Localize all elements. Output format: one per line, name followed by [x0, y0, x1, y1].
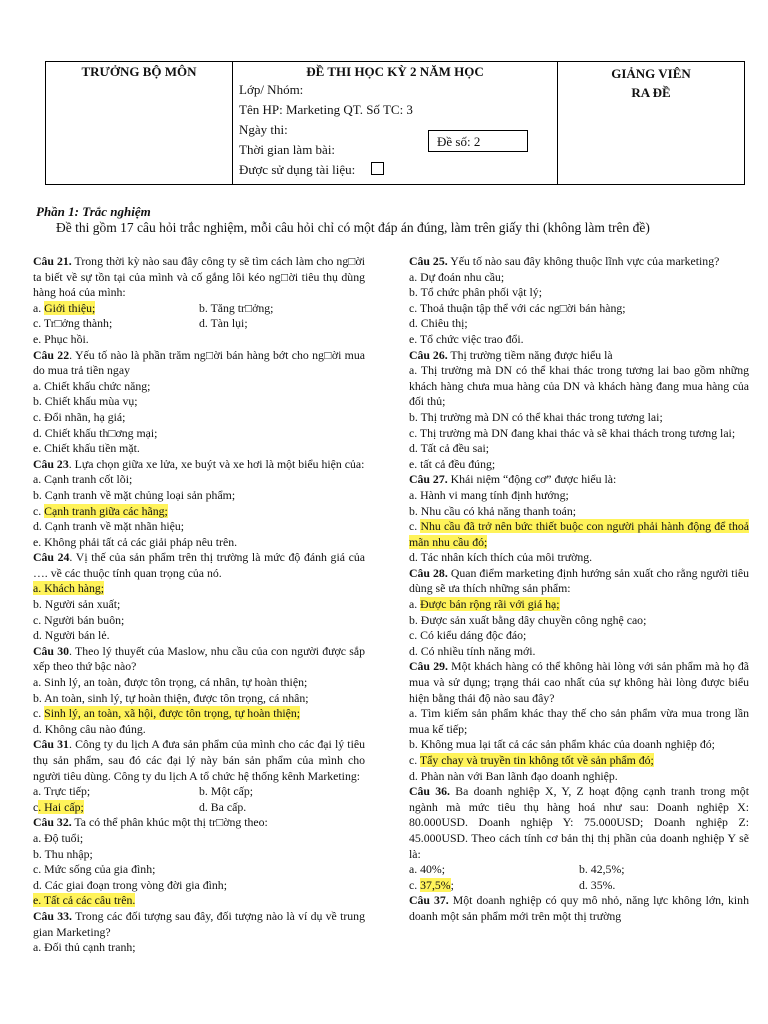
q24-answer-a: a. Khách hàng; — [33, 581, 105, 596]
q29-option-a: a. Tìm kiếm sản phẩm khác thay thế cho sản phẩm vừa mua trong lần mua kế tiếp; — [409, 706, 749, 736]
q32-option: b. Thu nhập; — [33, 846, 93, 861]
exam-title: ĐỀ THI HỌC KỲ 2 NĂM HỌC — [306, 64, 484, 79]
q27-option-b: b. Nhu cầu có khả năng thanh toán; — [409, 503, 577, 518]
q22-option: b. Chiết khấu mùa vụ; — [33, 394, 138, 409]
duration-line: Thời gian làm bài: — [239, 142, 336, 157]
q23-answer-c: Cạnh tranh giữa các hãng; — [44, 503, 168, 518]
exam-date-line: Ngày thi: — [239, 122, 288, 137]
header-right-title-1: GIẢNG VIÊN — [611, 66, 691, 81]
q36-answer-c: 37,5% — [420, 877, 451, 892]
course-name-line: Tên HP: Marketing QT. Số TC: 3 — [239, 102, 413, 117]
question-26: Câu 26. Thị trường tiềm năng được hiểu là — [409, 347, 613, 362]
question-31: Câu 31. Công ty du lịch A đưa sản phẩm của mình cho các đại lý tiêu thụ sản phẩm, sau đó các đại lý này bán sản phẩm của mình cho người tiêu dùng. Công ty du lịch A tổ chức hệ thống kênh Marketing: — [33, 737, 365, 783]
q30-option-a: a. Sinh lý, an toàn, được tôn trọng, cá nhân, tự hoàn thiện; — [33, 675, 308, 690]
q26-option: c. Thị trường mà DN đang khai thác và sẽ khai thách trong tương lai; — [409, 425, 736, 440]
q28-option-c: c. Có kiểu dáng độc đáo; — [409, 628, 527, 643]
q22-option: e. Chiết khấu tiền mặt. — [33, 441, 140, 456]
q31-answer-c: . Hai cấp; — [38, 799, 84, 814]
q27-answer-c: Nhu cầu đã trở nên bức thiết buộc con người phải hành động để thoả mãn nhu cầu đó; — [409, 519, 749, 549]
q31-option-a: a. Trực tiếp; — [33, 784, 91, 799]
class-group-line: Lớp/ Nhóm: — [239, 82, 304, 97]
left-column: Câu 21. Trong thời kỳ nào sau đây công ty sẽ tìm cách làm cho ng□ời ta biết về sự tồn tại của mình và cố gắng lôi kéo ng□ời tiêu thụ dùng hàng hoá của mình: a. Giới thiệu; b. Tăng tr□ởng; c. Tr□ởng thành; d. Tàn lụi; e. Phục hồi. Câu 22. Yếu tố nào là phần trăm ng□ời bán hàng bớt cho ng□ời mua do mua trả tiền ngay a. Chiết khấu chức năng; b. Chiết khấu mùa vụ; c. Đổi nhãn, hạ giá; d. Chiết khấu th□ơng mại; e. Chiết khấu tiền mặt. Câu 23. Lựa chọn giữa xe lửa, xe buýt và xe hơi là một biểu hiện của: a. Cạnh tranh cốt lõi; b. Cạnh tranh về mặt chủng loại sản phẩm; c. Cạnh tranh giữa các hãng; d. Cạnh tranh về mặt nhãn hiệu; e. Không phải tất cả các giải pháp nêu trên. Câu 24. Vị thế của sản phẩm trên thị trường là mức độ đánh giá của …. về các thuộc tính quan trọng của nó. a. Khách hàng; b. Người sản xuất; c. Người bán buôn; d. Người bán lẻ. Câu 30. Theo lý thuyết của Maslow, nhu cầu của con người được sắp xếp theo thứ bậc nào? a. Sinh lý, an toàn, được tôn trọng, cá nhân, tự hoàn thiện; b. An toàn, sinh lý, tự hoàn thiện, được tôn trọng, cá nhân; c. Sinh lý, an toàn, xã hội, được tôn trọng, tự hoàn thiện; d. Không câu nào đúng. Câu 31. Công ty du lịch A đưa sản phẩm của mình cho các đại lý tiêu thụ sản phẩm, sau đó các đại lý này bán sản phẩm của mình cho người tiêu dùng. Công ty du lịch A tổ chức hệ thống kênh Marketing: a. Trực tiếp; b. Một cấp; c. Hai cấp; d. Ba cấp. Câu 32. Ta có thể phân khúc một thị tr□ờng theo: a. Độ tuổi; b. Thu nhập; c. Mức sống của gia đình; d. Các giai đoạn trong vòng đời gia đình; e. Tất cả các câu trên. Câu 33. Trong các đối tượng sau đây, đối tượng nào là ví dụ về trung gian Marketing? a. Đối thủ cạnh tranh; — [33, 254, 365, 955]
q31-options-cd: c. Hai cấp; d. Ba cấp. — [33, 800, 365, 816]
q21-option-e: e. Phục hồi. — [33, 331, 89, 346]
q25-option: e. Tổ chức việc trao đổi. — [409, 331, 524, 346]
question-27: Câu 27. Khái niệm “động cơ” được hiểu là: — [409, 472, 617, 487]
q36-option-b: b. 42,5%; — [579, 862, 625, 877]
question-30: Câu 30. Theo lý thuyết của Maslow, nhu cầu của con người được sắp xếp theo thứ bậc nào? — [33, 643, 365, 674]
q36-options-ab — [409, 862, 749, 878]
q25-option: a. Dự đoán nhu cầu; — [409, 269, 505, 284]
q24-option-c: c. Người bán buôn; — [33, 612, 125, 627]
header-right-title-2: RA ĐỀ — [631, 85, 671, 100]
question-25: Câu 25. Yếu tố nào sau đây không thuộc lĩnh vực của marketing? — [409, 254, 720, 268]
q24-option-d: d. Người bán lẻ. — [33, 628, 110, 643]
q32-option: d. Các giai đoạn trong vòng đời gia đình; — [33, 877, 227, 892]
q22-option: a. Chiết khấu chức năng; — [33, 378, 151, 393]
q36-option-a: a. 40%; — [409, 862, 446, 877]
section-intro: Đề thi gồm 17 câu hỏi trắc nghiệm, mỗi câu hỏi chỉ có một đáp án đúng, làm trên giấy thi (không làm trên đề) — [56, 220, 650, 235]
q25-option: c. Thoả thuận tập thể với các ng□ời bán hàng; — [409, 300, 626, 315]
materials-checkbox[interactable] — [371, 162, 384, 175]
q23-option-e: e. Không phải tất cả các giải pháp nêu trên. — [33, 534, 238, 549]
q23-option-d: d. Cạnh tranh về mặt nhãn hiệu; — [33, 519, 185, 534]
q36-options-cd: c. 37,5%; d. 35%. — [409, 878, 749, 894]
question-21: Câu 21. Trong thời kỳ nào sau đây công ty sẽ tìm cách làm cho ng□ời ta biết về sự tồn tại của mình và cố gắng lôi kéo ng□ời tiêu thụ dùng hàng hoá của mình: — [33, 254, 365, 300]
q29-option-d: d. Phàn nàn với Ban lãnh đạo doanh nghiệp. — [409, 768, 618, 783]
right-column: Câu 25. Yếu tố nào sau đây không thuộc lĩnh vực của marketing? a. Dự đoán nhu cầu; b. Tổ chức phân phối vật lý; c. Thoả thuận tập thể với các ng□ời bán hàng; d. Chiêu thị; e. Tổ chức việc trao đổi. Câu 26. Thị trường tiềm năng được hiểu là a. Thị trường mà DN có thể khai thác trong tương lai bao gồm những khách hàng chưa mua hàng của DN và khách hàng đang mua hàng của đối thủ; b. Thị trường mà DN có thể khai thác trong tương lai; c. Thị trường mà DN đang khai thác và sẽ khai thách trong tương lai; d. Tất cả đều sai; e. tất cả đều đúng; Câu 27. Khái niệm “động cơ” được hiểu là: a. Hành vi mang tính định hướng; b. Nhu cầu có khả năng thanh toán; c. Nhu cầu đã trở nên bức thiết buộc con người phải hành động để thoả mãn nhu cầu đó; d. Tác nhân kích thích của môi trường. Câu 28. Quan điểm marketing định hướng sản xuất cho rằng người tiêu dùng sẽ ưa thích những sản phẩm: a. Được bán rộng rãi với giá hạ; b. Được sản xuất bằng dây chuyền công nghệ cao; c. Có kiểu dáng độc đáo; d. Có nhiều tính năng mới. Câu 29. Một khách hàng có thể không hài lòng với sản phẩm mà họ đã mua và sử dụng; trạng thái cao nhất của sự không hài lòng được biểu hiện bằng thái độ nào sau đây? a. Tìm kiếm sản phẩm khác thay thế cho sản phẩm vừa mua trong lần mua kế tiếp; b. Không mua lại tất cả các sản phẩm khác của doanh nghiệp đó; c. Tẩy chay và truyền tin không tốt về sản phẩm đó; d. Phàn nàn với Ban lãnh đạo doanh nghiệp. Câu 36. Ba doanh nghiệp X, Y, Z hoạt động cạnh tranh trong một ngành mà mức tiêu thụ hàng hoá như sau: Doanh nghiệp X: 80.000USD. Doanh nghiệp Y: 75.000USD; Doanh nghiệp Z: 45.000USD. Theo cách tính cơ bản thị thị phần của doanh nghiệp Y sẽ là: a. 40%; b. 42,5%; c. 37,5%; d. 35%. Câu 37. Một doanh nghiệp có quy mô nhỏ, năng lực không lớn, kinh doanh một sản phẩm mới trên một thị trường — [409, 254, 749, 923]
exam-code-box: Đề số: 2 — [428, 130, 528, 152]
q21-options-ab: a. Giới thiệu; b. Tăng tr□ởng; — [33, 301, 365, 317]
question-24: Câu 24. Vị thế của sản phẩm trên thị trường là mức độ đánh giá của …. về các thuộc tính quan trọng của nó. — [33, 550, 365, 580]
q21-answer-a: Giới thiệu; — [44, 300, 96, 315]
q33-option-a: a. Đối thủ cạnh tranh; — [33, 940, 136, 955]
materials-line — [239, 160, 551, 180]
header-center-cell — [233, 62, 558, 185]
header-left-cell — [46, 62, 233, 185]
q29-answer-c: Tẩy chay và truyền tin không tốt về sản phẩm đó; — [419, 753, 654, 767]
question-36: Câu 36. Ba doanh nghiệp X, Y, Z hoạt động cạnh tranh trong một ngành mà mức tiêu thụ hàng hoá như sau: Doanh nghiệp X: 80.000USD. Doanh nghiệp Y: 75.000USD; Doanh nghiệp Z: 45.000USD. Theo cách tính cơ bản thị thị phần của doanh nghiệp Y sẽ là: — [409, 784, 749, 861]
q26-option: e. tất cả đều đúng; — [409, 456, 496, 471]
question-32: Câu 32. Ta có thể phân khúc một thị tr□ờng theo: — [33, 815, 268, 830]
materials-label: Được sử dụng tài liệu: — [239, 162, 356, 177]
header-left-title: TRƯỞNG BỘ MÔN — [81, 64, 197, 79]
q26-option: b. Thị trường mà DN có thể khai thác trong tương lai; — [409, 409, 663, 424]
q23-option-a: a. Cạnh tranh cốt lõi; — [33, 472, 133, 487]
q32-answer-e: . Tất cả các câu trên. — [38, 893, 136, 908]
q27-option-a: a. Hành vi mang tính định hướng; — [409, 487, 569, 502]
q26-option: d. Tất cả đều sai; — [409, 441, 490, 456]
q25-option: d. Chiêu thị; — [409, 316, 468, 331]
q21-option-d: d. Tàn lụi; — [199, 316, 248, 331]
q32-option: c. Mức sống của gia đình; — [33, 862, 156, 877]
q25-option: b. Tổ chức phân phối vật lý; — [409, 285, 542, 300]
q27-option-d: d. Tác nhân kích thích của môi trường. — [409, 550, 593, 565]
q30-answer-c: Sinh lý, an toàn, xã hội, được tôn trọng, tự hoàn thiện; — [44, 706, 301, 721]
q31-options-ab — [33, 784, 365, 800]
question-37: Câu 37. Một doanh nghiệp có quy mô nhỏ, năng lực không lớn, kinh doanh một sản phẩm mới trên một thị trường — [409, 893, 749, 923]
q22-option: d. Chiết khấu th□ơng mại; — [33, 425, 158, 440]
q23-option-b: b. Cạnh tranh về mặt chủng loại sản phẩm; — [33, 487, 236, 502]
section-title: Phần 1: Trắc nghiệm — [36, 204, 151, 219]
q31-option-b: b. Một cấp; — [199, 784, 254, 799]
q30-option-d: d. Không câu nào đúng. — [33, 721, 146, 736]
exam-header-table — [45, 61, 745, 185]
question-22: Câu 22. Yếu tố nào là phần trăm ng□ời bán hàng bớt cho ng□ời mua do mua trả tiền ngay — [33, 347, 365, 378]
q26-option: a. Thị trường mà DN có thể khai thác trong tương lai bao gồm những khách hàng chưa mua hàng của DN và khách hàng đang mua hàng của đối thủ; — [409, 363, 749, 409]
q28-option-b: b. Được sản xuất bằng dây chuyền công nghệ cao; — [409, 612, 647, 627]
question-23: Câu 23. Lựa chọn giữa xe lửa, xe buýt và xe hơi là một biểu hiện của: — [33, 456, 365, 471]
q21-options-cd — [33, 316, 365, 332]
q32-option: a. Độ tuổi; — [33, 830, 84, 845]
q28-answer-a: Được bán rộng rãi với giá hạ; — [420, 597, 560, 612]
q36-option-d: d. 35%. — [579, 877, 616, 892]
q28-option-d: d. Có nhiều tính năng mới. — [409, 643, 536, 658]
q21-option-b: b. Tăng tr□ởng; — [199, 300, 274, 315]
question-28: Câu 28. Quan điểm marketing định hướng sản xuất cho rằng người tiêu dùng sẽ ưa thích những sản phẩm: — [409, 565, 749, 596]
header-right-cell — [558, 62, 745, 185]
q24-option-b: b. Người sản xuất; — [33, 597, 121, 612]
q30-option-b: b. An toàn, sinh lý, tự hoàn thiện, được tôn trọng, cá nhân; — [33, 690, 309, 705]
q31-option-d: d. Ba cấp. — [199, 799, 247, 814]
question-29: Câu 29. Một khách hàng có thể không hài lòng với sản phẩm mà họ đã mua và sử dụng; trạng thái cao nhất của sự không hài lòng được biểu hiện bằng thái độ nào sau đây? — [409, 659, 749, 705]
q22-option: c. Đổi nhãn, hạ giá; — [33, 409, 126, 424]
section-heading — [36, 204, 736, 236]
question-33: Câu 33. Trong các đối tượng sau đây, đối tượng nào là ví dụ về trung gian Marketing? — [33, 908, 365, 939]
q21-option-c: c. Tr□ởng thành; — [33, 316, 113, 331]
q29-option-b: b. Không mua lại tất cả các sản phẩm khác của doanh nghiệp đó; — [409, 737, 715, 752]
